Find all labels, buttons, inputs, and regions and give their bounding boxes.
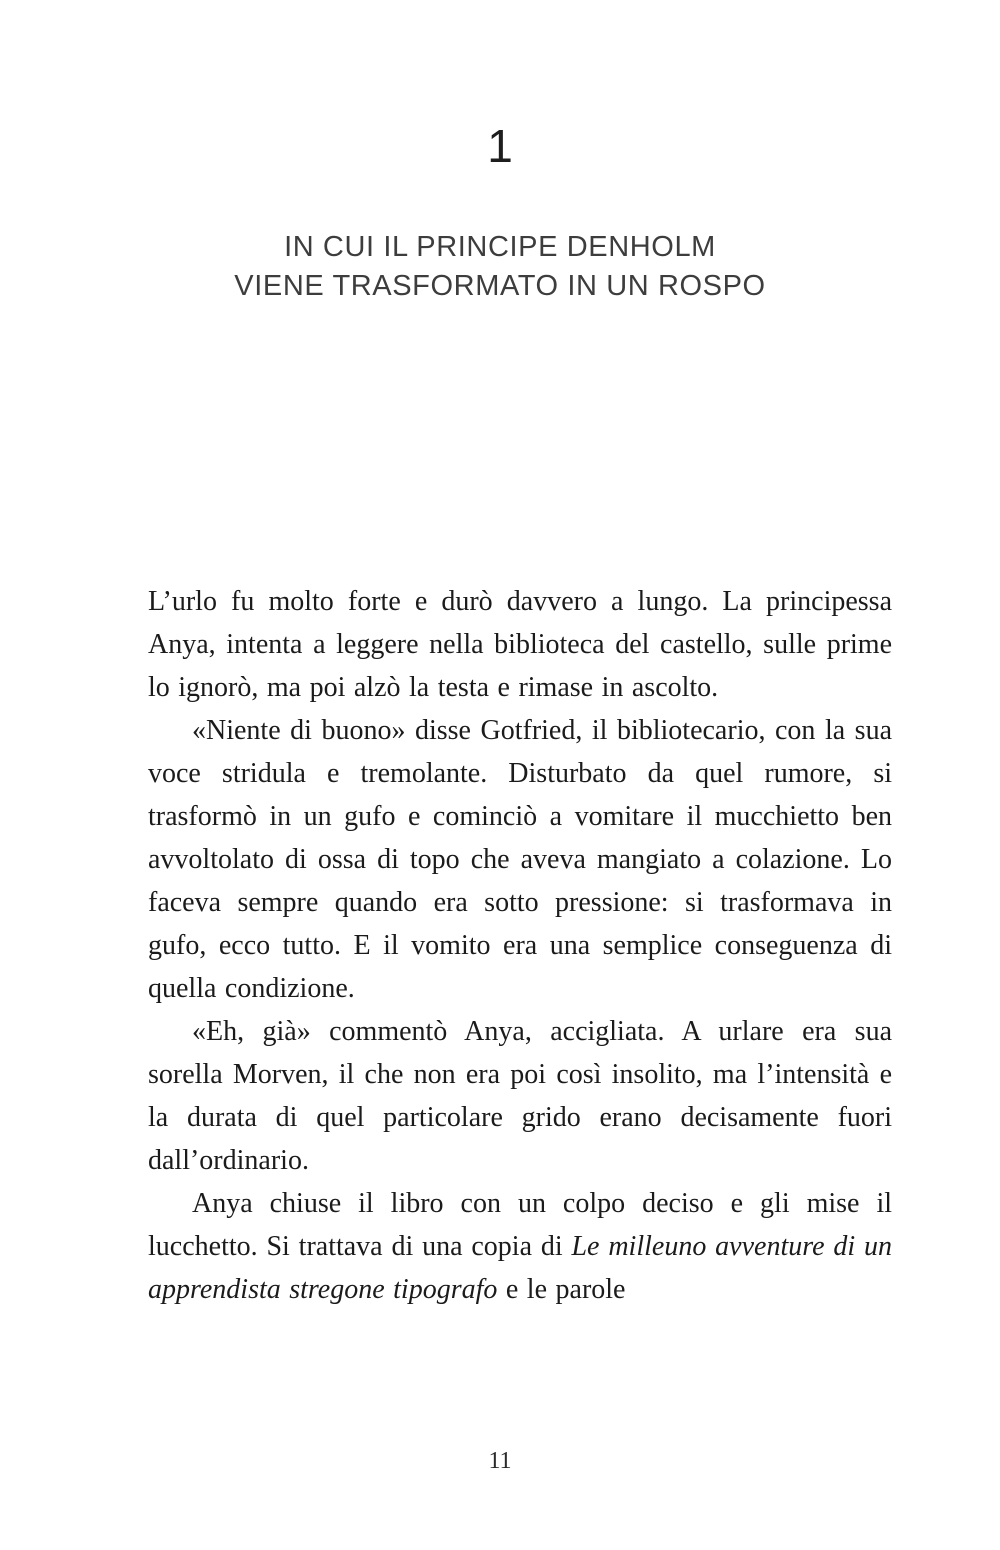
paragraph-4 xyxy=(148,1182,892,1311)
paragraph-3 xyxy=(148,1010,892,1182)
chapter-number: 1 xyxy=(487,120,513,172)
chapter-title xyxy=(0,228,1000,306)
chapter-title-line2: VIENE TRASFORMATO IN UN ROSPO xyxy=(234,270,766,302)
chapter-title-line1: IN CUI IL PRINCIPE DENHOLM xyxy=(284,231,716,263)
page-number: 11 xyxy=(488,1448,512,1474)
text-segment: «Eh, già» commentò Anya, accigliata. A urlare era sua sorella Morven, il che non era poi così insolito, ma l’intensità e la durata di quel particolare grido erano decisamente fuori dall’ordinario. xyxy=(148,1016,892,1176)
text-segment: «Niente di buono» disse Gotfried, il bibliotecario, con la sua voce stridula e tremolante. Disturbato da quel rumore, si trasformò in un gufo e cominciò a vomitare il mucchietto ben avvoltolato di ossa di topo che aveva mangiato a colazione. Lo faceva sempre quando era sotto pressione: si trasformava in gufo, ecco tutto. E il vomito era una semplice conseguenza di quella condizione. xyxy=(148,715,892,1004)
text-segment: Anya chiuse il libro con un colpo deciso e gli mise il lucchetto. Si trattava di una copia di xyxy=(148,1188,892,1262)
paragraph-1 xyxy=(148,580,892,709)
body-text xyxy=(148,580,892,1311)
book-title-italic: Le milleuno avventure di un apprendista stregone tipografo xyxy=(148,1231,892,1305)
paragraph-2 xyxy=(148,709,892,1010)
text-segment: e le parole xyxy=(497,1274,626,1305)
text-segment: L’urlo fu molto forte e durò davvero a lungo. La principessa Anya, intenta a leggere nella biblioteca del castello, sulle prime lo ignorò, ma poi alzò la testa e rimase in ascolto. xyxy=(148,586,892,703)
